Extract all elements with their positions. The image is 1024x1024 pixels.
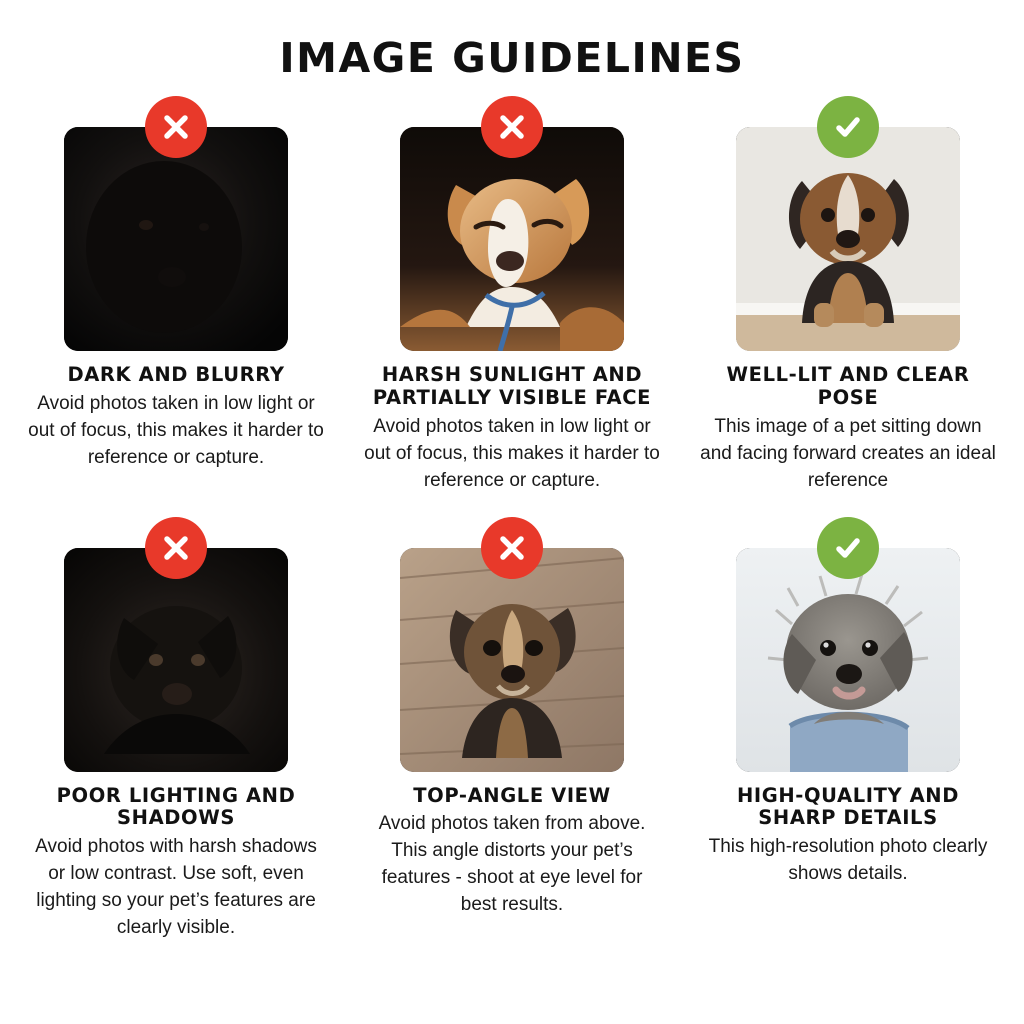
example-photo-well-lit [736,127,960,351]
status-badge [481,517,543,579]
card-heading: WELL-LIT AND CLEAR POSE [726,363,970,409]
page-title: IMAGE GUIDELINES [279,34,745,82]
status-badge [817,517,879,579]
guideline-card [344,82,680,495]
card-body: Avoid photos taken in low light or out of focus, this makes it harder to reference or capture. [28,392,324,468]
card-heading: HIGH-QUALITY AND SHARP DETAILS [737,783,959,830]
cross-icon [497,533,527,563]
example-photo-sharp-details [736,548,960,772]
status-badge [481,96,543,158]
top-angle-dog-photo [400,548,624,772]
guideline-card [680,503,1016,943]
card-body: Avoid photos taken in low light or out of focus, this makes it harder to reference or capture. [364,415,660,491]
cross-icon [497,112,527,142]
example-photo-poor-lighting [64,548,288,772]
card-body: This image of a pet sitting down and facing forward creates an ideal reference [700,415,996,491]
card-heading: TOP-ANGLE VIEW [413,783,611,807]
status-badge [145,96,207,158]
guidelines-grid [0,82,1024,942]
sharp-dog-photo [736,548,960,772]
card-heading: HARSH SUNLIGHT AND PARTIALLY VISIBLE FACE [372,363,652,409]
check-icon [832,532,864,564]
dark-dog-photo [64,127,288,351]
guideline-card [680,82,1016,495]
well-lit-dog-photo [736,127,960,351]
cross-icon [161,533,191,563]
example-photo-top-angle [400,548,624,772]
shadowed-dog-photo [64,548,288,772]
card-heading: POOR LIGHTING AND SHADOWS [56,783,296,830]
guideline-card [8,82,344,495]
card-body: Avoid photos with harsh shadows or low contrast. Use soft, even lighting so your pet’s features are clearly visible. [35,836,317,939]
example-photo-harsh-sunlight [400,127,624,351]
cross-icon [161,112,191,142]
status-badge [145,517,207,579]
check-icon [832,111,864,143]
status-badge [817,96,879,158]
card-heading: DARK AND BLURRY [67,363,285,386]
card-body: This high-resolution photo clearly shows details. [708,836,988,885]
guideline-card [344,503,680,943]
guideline-card [8,503,344,943]
example-photo-dark-blurry [64,127,288,351]
card-body: Avoid photos taken from above. This angle distorts your pet’s features - shoot at eye level for best results. [378,813,646,916]
sunlit-dog-photo [400,127,624,351]
